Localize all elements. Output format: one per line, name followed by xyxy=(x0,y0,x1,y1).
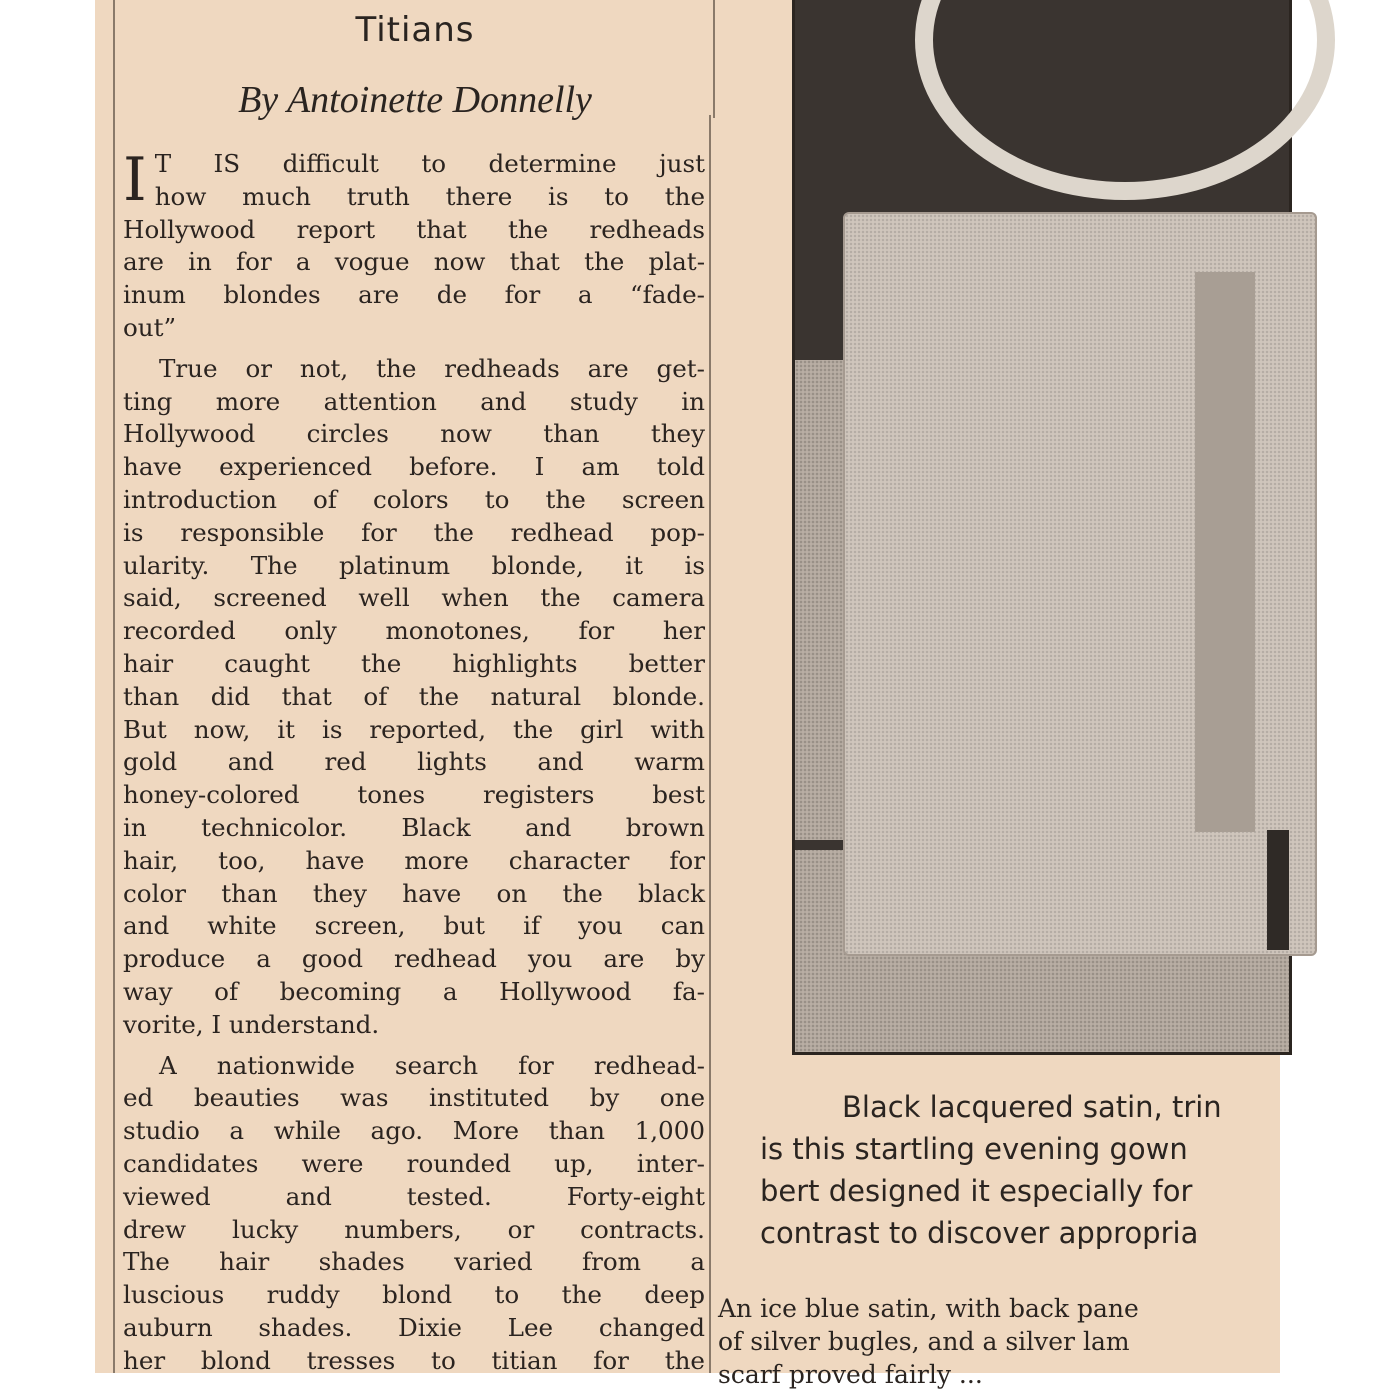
caption-line: contrast to discover appropria xyxy=(760,1216,1199,1250)
article-byline: By Antoinette Donnelly xyxy=(238,79,592,121)
caption-line: is this startling evening gown xyxy=(760,1132,1188,1166)
text-line: her blond tresses to titian for the xyxy=(123,1345,705,1375)
text-line: introduction of colors to the screen xyxy=(123,484,705,514)
text-line: A nationwide search for redhead- xyxy=(159,1050,705,1080)
caption-line: of silver bugles, and a silver lam xyxy=(718,1327,1130,1356)
photo-dark-figure xyxy=(1267,830,1289,950)
text-line: out” xyxy=(123,312,177,342)
text-line: Hollywood circles now than they xyxy=(123,419,705,449)
text-line: The hair shades varied from a xyxy=(123,1247,705,1277)
text-line: hair, too, have more character for xyxy=(123,845,705,875)
text-line: gold and red lights and warm xyxy=(123,747,705,777)
text-line: is responsible for the redhead pop- xyxy=(123,517,705,547)
drop-cap: I xyxy=(123,145,147,215)
text-line: and white screen, but if you can xyxy=(123,911,705,941)
text-line: vorite, I understand. xyxy=(123,1009,380,1039)
text-line: way of becoming a Hollywood fa- xyxy=(123,976,705,1006)
evening-gown-photo xyxy=(792,0,1292,1055)
caption-line: scarf proved fairly ... xyxy=(718,1360,983,1389)
paragraph-3 xyxy=(123,1050,705,1378)
second-caption xyxy=(718,1292,1318,1391)
text-line: But now, it is reported, the girl with xyxy=(123,714,705,744)
text-line: inum blondes are de for a “fade- xyxy=(123,280,705,310)
text-line: True or not, the redheads are get- xyxy=(159,353,705,383)
caption-line: An ice blue satin, with back pane xyxy=(718,1294,1139,1323)
text-line: ularity. The platinum blonde, it is xyxy=(123,550,705,580)
text-line: studio a while ago. More than 1,000 xyxy=(123,1116,705,1146)
text-line: ting more attention and study in xyxy=(123,386,705,416)
article-headline: Titians xyxy=(355,10,475,50)
caption-line: bert designed it especially for xyxy=(760,1174,1193,1208)
text-line: Hollywood report that the redheads xyxy=(123,214,705,244)
text-line: are in for a vogue now that the plat- xyxy=(123,247,705,277)
text-line: viewed and tested. Forty-eight xyxy=(123,1181,705,1211)
paragraph-2 xyxy=(123,353,705,1042)
text-line: ed beauties was instituted by one xyxy=(123,1083,705,1113)
text-line: color than they have on the black xyxy=(123,878,705,908)
text-line: said, screened well when the camera xyxy=(123,583,705,613)
text-line: drew lucky numbers, or contracts. xyxy=(123,1214,705,1244)
article-body xyxy=(123,145,705,1377)
text-line: recorded only monotones, for her xyxy=(123,616,705,646)
newspaper-clipping xyxy=(95,0,1280,1389)
text-line: hair caught the highlights better xyxy=(123,648,705,678)
text-line: honey-colored tones registers best xyxy=(123,780,705,810)
text-line: have experienced before. I am told xyxy=(123,452,705,482)
text-line: than did that of the natural blonde. xyxy=(123,681,705,711)
text-line: auburn shades. Dixie Lee changed xyxy=(123,1312,705,1342)
text-line: luscious ruddy blond to the deep xyxy=(123,1280,705,1310)
text-line: in technicolor. Black and brown xyxy=(123,812,705,842)
photo-caption xyxy=(760,1086,1360,1254)
column-rule-middle xyxy=(709,115,711,1373)
paragraph-1 xyxy=(123,145,705,345)
text-line: candidates were rounded up, inter- xyxy=(123,1148,705,1178)
caption-line: Black lacquered satin, trin xyxy=(842,1090,1222,1124)
photo-pillar xyxy=(1195,272,1255,832)
column-rule-left xyxy=(113,0,115,1373)
text-line: how much truth there is to the xyxy=(154,181,705,211)
text-line: T IS difficult to determine just xyxy=(154,149,705,178)
photo-edge xyxy=(795,840,843,850)
text-line: produce a good redhead you are by xyxy=(123,944,705,974)
